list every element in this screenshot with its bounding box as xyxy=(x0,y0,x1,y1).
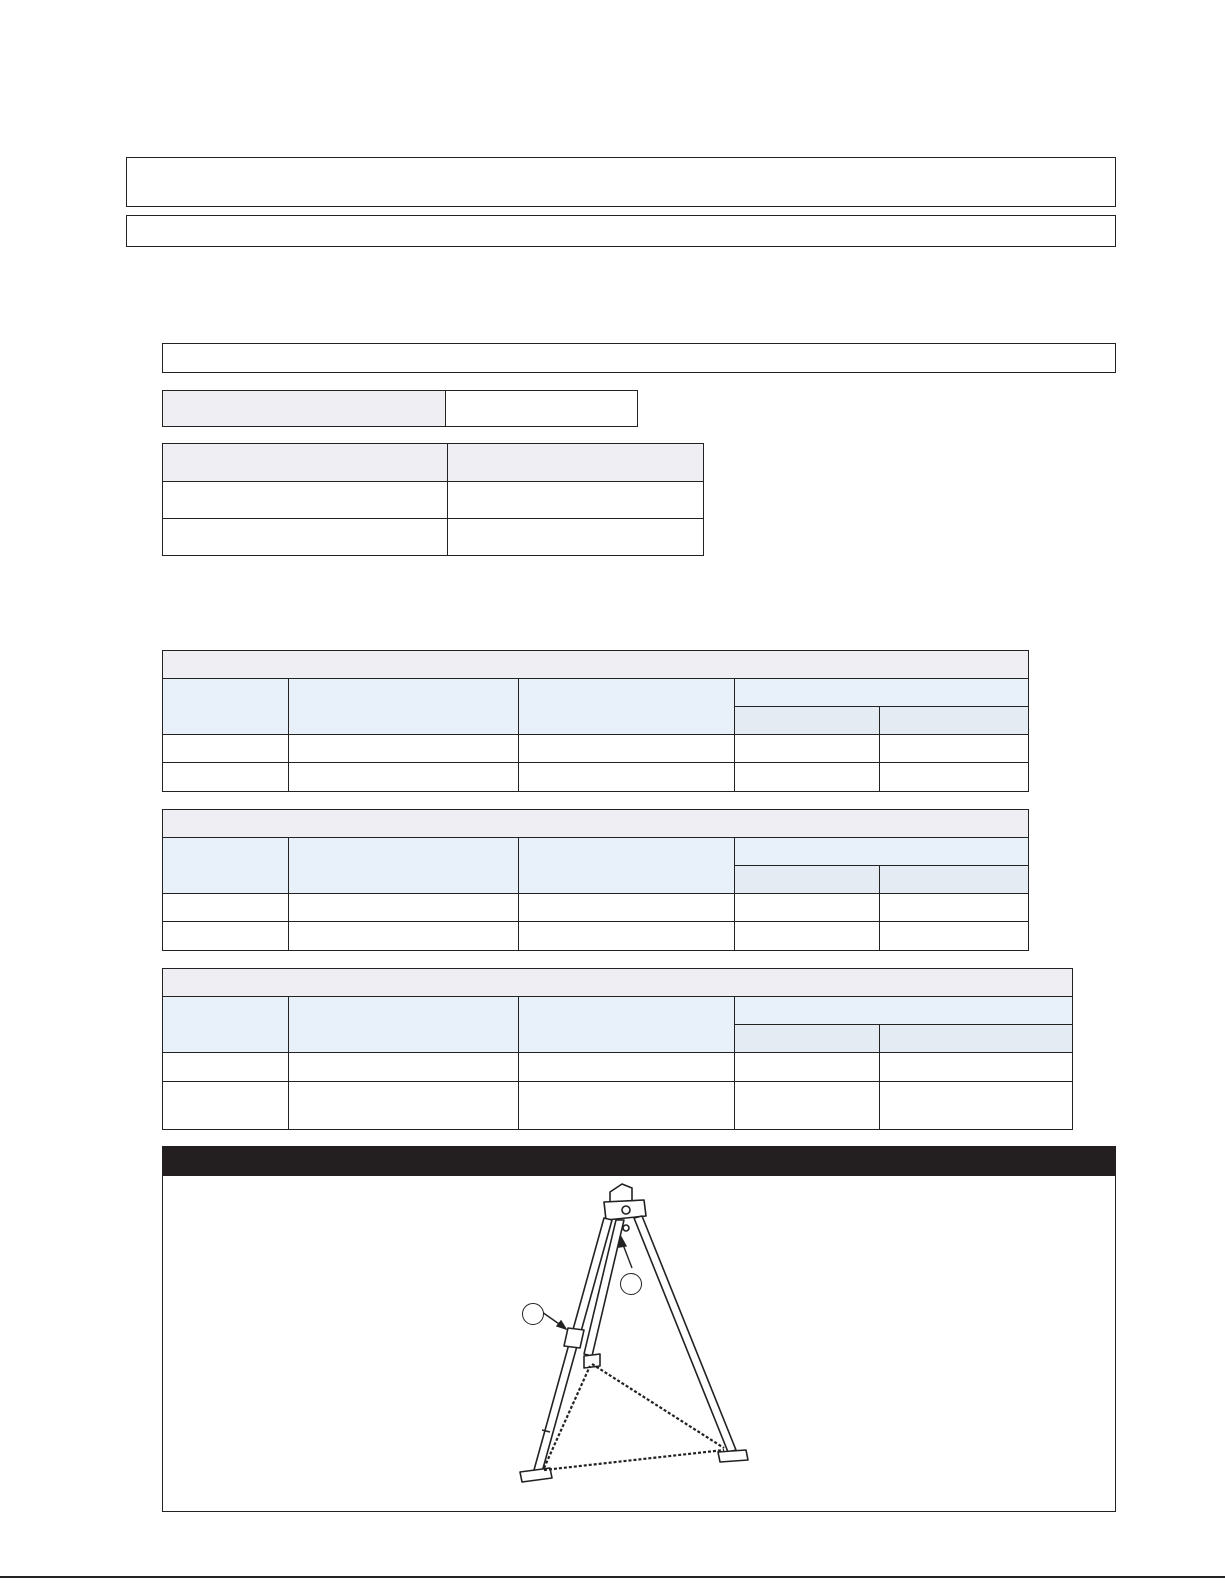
spec-cell xyxy=(448,519,704,556)
table-cell xyxy=(519,922,735,951)
pair-value-cell xyxy=(446,391,638,427)
spec-header-cell xyxy=(163,444,448,482)
table-row xyxy=(163,894,1029,922)
column-header xyxy=(735,997,1073,1025)
figure-title-bar xyxy=(162,1146,1116,1176)
table-title xyxy=(163,969,1073,997)
footer-rule xyxy=(0,1576,1225,1578)
column-header xyxy=(163,679,289,735)
sub-header xyxy=(880,707,1029,735)
spec-cell xyxy=(163,519,448,556)
table-row xyxy=(163,922,1029,951)
table-cell xyxy=(519,1053,735,1082)
column-header xyxy=(289,997,519,1053)
table-cell xyxy=(519,1082,735,1130)
sub-header xyxy=(880,1025,1073,1053)
table-row xyxy=(163,735,1029,763)
pair-label-cell xyxy=(163,391,446,427)
table-cell xyxy=(880,763,1029,792)
data-table-3 xyxy=(162,968,1073,1130)
spec-cell xyxy=(163,482,448,519)
header-box-1 xyxy=(126,157,1116,207)
table-cell xyxy=(735,1053,880,1082)
column-header xyxy=(735,679,1029,707)
table-cell xyxy=(289,922,519,951)
column-header xyxy=(735,838,1029,866)
table-cell xyxy=(163,763,289,792)
column-header xyxy=(163,997,289,1053)
column-header xyxy=(519,679,735,735)
column-header xyxy=(163,838,289,894)
table-cell xyxy=(880,922,1029,951)
spec-cell xyxy=(448,482,704,519)
callout-1 xyxy=(522,1303,544,1325)
table-cell xyxy=(519,894,735,922)
callout-2 xyxy=(620,1273,642,1295)
column-header xyxy=(289,838,519,894)
table-row xyxy=(163,1053,1073,1082)
table-row xyxy=(163,763,1029,792)
table-cell xyxy=(735,735,880,763)
column-header xyxy=(519,838,735,894)
sub-header xyxy=(735,707,880,735)
table-cell xyxy=(519,735,735,763)
table-cell xyxy=(163,1082,289,1130)
label-value-table xyxy=(162,390,638,427)
table-cell xyxy=(163,1053,289,1082)
table-cell xyxy=(880,894,1029,922)
tripod-icon xyxy=(500,1180,780,1510)
spec-header-cell xyxy=(448,444,704,482)
table-cell xyxy=(519,763,735,792)
sub-header xyxy=(880,866,1029,894)
sub-header xyxy=(735,866,880,894)
table-cell xyxy=(880,1082,1073,1130)
table-cell xyxy=(289,1053,519,1082)
table-cell xyxy=(163,735,289,763)
table-cell xyxy=(735,763,880,792)
table-cell xyxy=(880,1053,1073,1082)
table-title xyxy=(163,810,1029,838)
table-cell xyxy=(880,735,1029,763)
table-row xyxy=(163,1082,1073,1130)
table-title xyxy=(163,651,1029,679)
column-header xyxy=(289,679,519,735)
table-cell xyxy=(735,1082,880,1130)
wide-field-box xyxy=(162,343,1116,373)
table-cell xyxy=(289,894,519,922)
table-cell xyxy=(289,1082,519,1130)
table-cell xyxy=(289,763,519,792)
data-table-2 xyxy=(162,809,1029,951)
sub-header xyxy=(735,1025,880,1053)
table-cell xyxy=(289,735,519,763)
spec-table xyxy=(162,443,704,556)
table-cell xyxy=(163,922,289,951)
data-table-1 xyxy=(162,650,1029,792)
header-box-2 xyxy=(126,215,1116,247)
table-cell xyxy=(735,922,880,951)
column-header xyxy=(519,997,735,1053)
table-cell xyxy=(163,894,289,922)
table-cell xyxy=(735,894,880,922)
